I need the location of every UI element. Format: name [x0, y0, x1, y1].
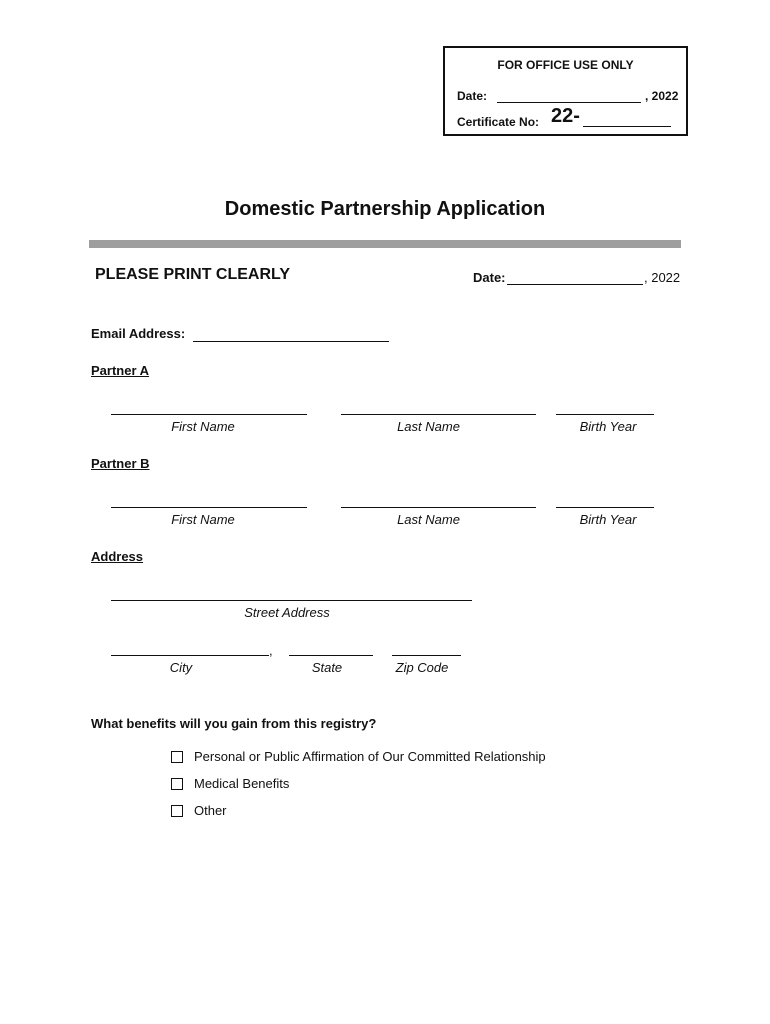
partner-a-last-name-field[interactable]	[341, 414, 536, 415]
benefit-option-label: Medical Benefits	[194, 776, 290, 791]
partner-b-first-name-field[interactable]	[111, 507, 307, 508]
state-field[interactable]	[289, 655, 373, 656]
partner-a-first-name-field[interactable]	[111, 414, 307, 415]
partner-a-heading: Partner A	[91, 363, 150, 378]
state-caption: State	[311, 660, 343, 675]
partner-b-last-name-caption: Last Name	[397, 512, 460, 527]
application-date-field[interactable]	[507, 284, 643, 285]
partner-b-birth-year-caption: Birth Year	[579, 512, 637, 527]
email-label: Email Address:	[91, 326, 186, 341]
office-use-box	[443, 46, 688, 136]
checkbox-affirmation[interactable]	[171, 751, 183, 763]
office-date-field[interactable]	[497, 102, 641, 103]
benefit-option-affirmation[interactable]	[171, 749, 546, 764]
print-clearly-instruction: PLEASE PRINT CLEARLY	[95, 266, 290, 283]
zip-code-field[interactable]	[392, 655, 461, 656]
city-caption: City	[169, 660, 193, 675]
benefits-question: What benefits will you gain from this registry?	[91, 716, 377, 731]
checkbox-medical[interactable]	[171, 778, 183, 790]
street-address-caption: Street Address	[244, 605, 330, 620]
benefit-option-label: Other	[194, 803, 227, 818]
partner-a-last-name-caption: Last Name	[397, 419, 460, 434]
benefit-option-label: Personal or Public Affirmation of Our Committed Relationship	[194, 749, 546, 764]
address-heading: Address	[91, 549, 144, 564]
benefit-option-medical[interactable]	[171, 776, 289, 791]
zip-code-caption: Zip Code	[395, 660, 449, 675]
office-date-year: , 2022	[645, 89, 679, 103]
certificate-number-field[interactable]	[583, 126, 671, 127]
checkbox-other[interactable]	[171, 805, 183, 817]
office-date-label: Date:	[457, 89, 488, 103]
street-address-field[interactable]	[111, 600, 472, 601]
city-comma: ,	[269, 643, 273, 658]
certificate-number-label: Certificate No:	[457, 115, 540, 129]
partner-b-first-name-caption: First Name	[171, 512, 235, 527]
benefit-option-other[interactable]	[171, 803, 227, 818]
partner-a-first-name-caption: First Name	[171, 419, 235, 434]
title-divider	[89, 240, 681, 248]
application-date-label: Date:	[473, 270, 506, 285]
office-use-title: FOR OFFICE USE ONLY	[497, 58, 634, 72]
partner-a-birth-year-field[interactable]	[556, 414, 654, 415]
city-field[interactable]	[111, 655, 269, 656]
partner-b-last-name-field[interactable]	[341, 507, 536, 508]
certificate-number-prefix: 22-	[551, 105, 580, 127]
application-date-year: , 2022	[644, 270, 681, 285]
page-title: Domestic Partnership Application	[224, 198, 546, 220]
partner-b-heading: Partner B	[91, 456, 150, 471]
partner-b-birth-year-field[interactable]	[556, 507, 654, 508]
partner-a-birth-year-caption: Birth Year	[579, 419, 637, 434]
email-field[interactable]	[193, 341, 389, 342]
